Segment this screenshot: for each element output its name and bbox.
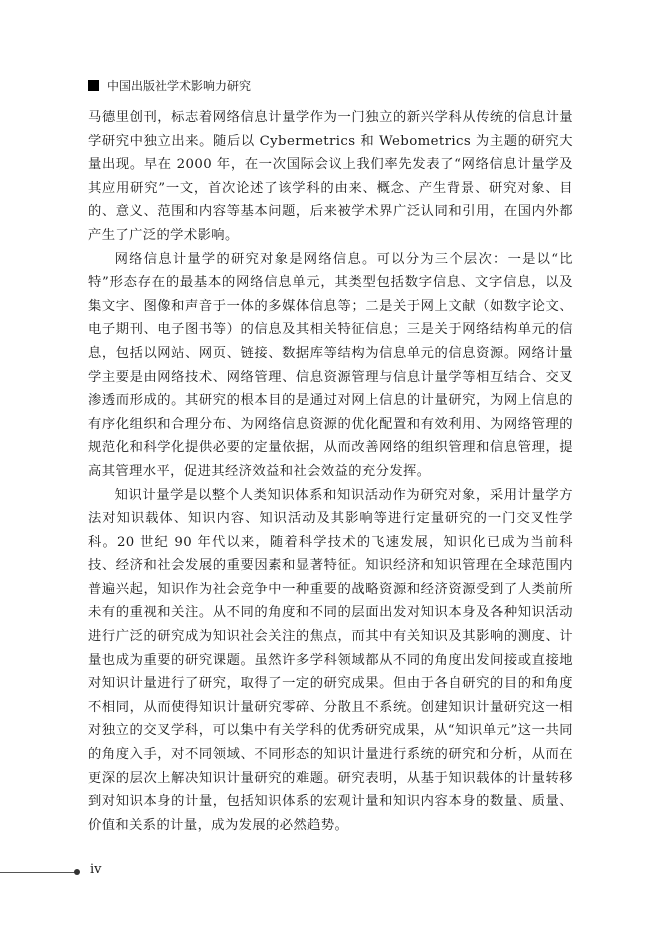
paragraph-2: 网络信息计量学的研究对象是网络信息。可以分为三个层次：一是以“比特”形态存在的最基本的网络信息单元，其类型包括数字信息、文字信息，以及集文字、图像和声音于一体的多媒体信息等；二是关于网上文献（如数字论文、电子期刊、电子图书等）的信息及其相关特征信息；三是关于网络结构单元的信息，包括以网站、网页、链接、数据库等结构为信息单元的信息资源。网络计量学主要是由网络技术、网络管理、信息资源管理与信息计量学等相互结合、交叉渗透而形成的。其研究的根本目的是通过对网上信息的计量研究，为网上信息的有序化组织和合理分布、为网络信息资源的优化配置和有效利用、为网络管理的规范化和科学化提供必要的定量依据，从而改善网络的组织管理和信息管理，提高其管理水平，促进其经济效益和社会效益的充分发挥。 (88, 251, 573, 479)
paragraph-1: 马德里创刊，标志着网络信息计量学作为一门独立的新兴学科从传统的信息计量学研究中独立出来。随后以 Cybermetrics 和 Webometrics 为主题的研究大量出现。早在 2000 年，在一次国际会议上我们率先发表了“网络信息计量学及其应用研究”一文，首次论述了该学科的由来、概念、产生背景、研究对象、目的、意义、范围和内容等基本问题，后来被学术界广泛认同和引用，在国内外都产生了广泛的学术影响。 (88, 110, 573, 243)
page-number: iv (90, 862, 102, 877)
paragraph-3: 知识计量学是以整个人类知识体系和知识活动作为研究对象，采用计量学方法对知识载体、知识内容、知识活动及其影响等进行定量研究的一门交叉性学科。20 世纪 90 年代以来，随着科学技术的飞速发展，知识化已成为当前科技、经济和社会发展的重要因素和显著特征。知识经济和知识管理在全球范围内普遍兴起，知识作为社会竞争中一种重要的战略资源和经济资源受到了人类前所未有的重视和关注。从不同的角度和不同的层面出发对知识本身及各种知识活动进行广泛的研究成为知识社会关注的焦点，而其中有关知识及其影响的测度、计量也成为重要的研究课题。虽然许多学科领域都从不同的角度出发间接或直接地对知识计量进行了研究，取得了一定的研究成果。但由于各自研究的目的和角度不相同，从而使得知识计量研究零碎、分散且不系统。创建知识计量研究这一相对独立的交叉学科，可以集中有关学科的优秀研究成果，从“知识单元”这一共同的角度入手，对不同领域、不同形态的知识计量进行系统的研究和分析，从而在更深的层次上解决知识计量研究的难题。研究表明，从基于知识载体的计量转移到对知识本身的计量，包括知识体系的宏观计量和知识内容本身的数量、质量、价值和关系的计量，成为发展的必然趋势。 (88, 487, 573, 833)
running-title: 中国出版社学术影响力研究 (107, 79, 252, 93)
square-bullet-icon (88, 80, 99, 91)
body-text (88, 106, 573, 837)
footer-rule (0, 872, 76, 873)
footer-dot-icon (74, 869, 80, 875)
running-head (88, 77, 251, 94)
page-footer (0, 857, 661, 887)
